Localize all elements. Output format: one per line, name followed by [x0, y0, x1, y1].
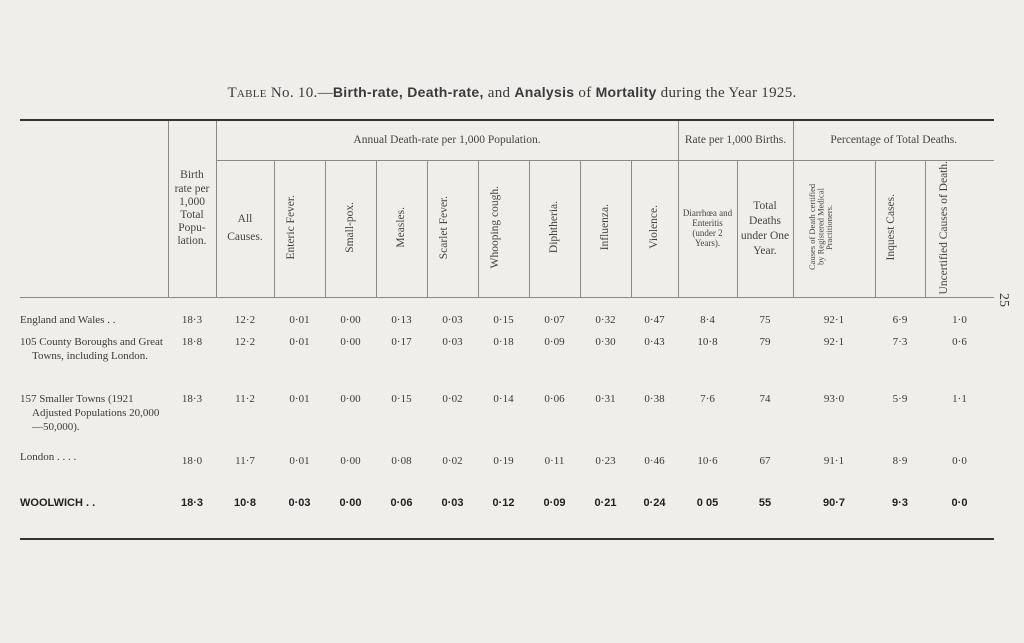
header-death-group: Annual Death-rate per 1,000 Population.	[216, 120, 678, 160]
cell: 92·1	[823, 336, 845, 349]
header-smallpox-label: Small-pox.	[343, 201, 356, 253]
cell: 12·2	[234, 336, 256, 349]
table-row	[20, 297, 994, 330]
header-diphtheria	[529, 160, 580, 297]
cell: 0·00	[340, 393, 361, 406]
cell: 11·2	[235, 393, 255, 406]
cell: 0·13	[391, 313, 412, 326]
header-pct-group: Percentage of Total Deaths.	[793, 120, 994, 160]
row-label: England and Wales . .	[20, 313, 116, 326]
title-number: No. 10.—	[270, 85, 333, 101]
cell: 8·4	[700, 313, 715, 326]
header-all-causes-label: All Causes.	[227, 213, 263, 243]
cell: 0·06	[544, 393, 565, 406]
cell: 0·0	[951, 497, 968, 510]
header-influenza-label: Influenza.	[598, 204, 611, 251]
header-inquest-label: Inquest Cases.	[885, 194, 897, 261]
title-and: and	[483, 85, 515, 101]
table-header	[20, 120, 994, 297]
cell: 0·00	[340, 455, 361, 468]
cell: 0·6	[952, 336, 967, 349]
row-label: 105 County Boroughs and Great Towns, including London.	[20, 336, 163, 363]
cell: 0·24	[643, 497, 666, 510]
header-births-group: Rate per 1,000 Births.	[678, 120, 793, 160]
cell: 0·17	[391, 336, 412, 349]
cell: 0·01	[289, 393, 310, 406]
cell: 0·23	[595, 455, 616, 468]
header-all-causes	[216, 160, 274, 297]
cell: 0·01	[289, 336, 310, 349]
cell: 90·7	[822, 497, 846, 510]
row-label: London . . . .	[20, 451, 77, 464]
cell: 18·3	[181, 313, 203, 326]
cell: 91·1	[823, 455, 845, 468]
title-bold-analysis: Analysis	[514, 84, 575, 100]
cell: 55	[758, 497, 772, 510]
header-birth-rate-label: Birth rate per 1,000 Total Popu-lation.	[174, 169, 210, 248]
title-bold-birth-death: Birth-rate, Death-rate,	[332, 84, 484, 100]
cell: 0·11	[544, 455, 565, 468]
header-scarlet	[427, 160, 478, 297]
table-row	[20, 451, 994, 493]
cell: 11·7	[235, 455, 255, 468]
title-prefix: Table	[227, 85, 267, 101]
page-number: 25	[996, 293, 1011, 307]
cell: 0·03	[442, 336, 463, 349]
cell: 0·00	[340, 313, 361, 326]
cell: 7·3	[892, 336, 908, 349]
header-diarrhoea-label: Diarrhœa and Enteritis (under 2 Years).	[682, 207, 733, 248]
cell: 0·43	[644, 336, 665, 349]
table-title	[0, 84, 1024, 102]
cell: 5·9	[892, 393, 908, 406]
cell: 0·47	[644, 313, 665, 326]
table-row	[20, 387, 994, 451]
cell: 0 05	[696, 497, 719, 510]
table-row	[20, 330, 994, 387]
row-label: WOOLWICH . .	[20, 497, 96, 510]
header-certified	[793, 160, 875, 297]
cell: 0·09	[544, 336, 565, 349]
header-certified-label: Causes of Death certified by Registered Medical Practitioners.	[807, 184, 834, 271]
cell: 1·1	[952, 393, 967, 406]
cell: 18·0	[181, 455, 203, 468]
cell: 0·18	[493, 336, 514, 349]
cell: 0·09	[543, 497, 566, 510]
cell: 18·8	[181, 336, 203, 349]
cell: 10·8	[233, 497, 257, 510]
cell: 1·0	[952, 313, 967, 326]
cell: 0·01	[289, 455, 310, 468]
header-place	[20, 120, 168, 297]
cell: 0·15	[391, 393, 412, 406]
header-birth-rate	[168, 120, 216, 297]
header-total-deaths-label: Total Deaths under One Year.	[740, 199, 790, 257]
cell: 0·06	[390, 497, 413, 510]
cell: 0·21	[594, 497, 617, 510]
cell: 10·8	[697, 336, 718, 349]
cell: 0·02	[442, 393, 463, 406]
table-row-woolwich	[20, 493, 994, 539]
cell: 7·6	[700, 393, 715, 406]
cell: 8·9	[892, 455, 908, 468]
header-whooping	[478, 160, 529, 297]
header-violence	[631, 160, 678, 297]
header-whooping-label: Whooping cough.	[488, 186, 501, 269]
cell: 0·00	[339, 497, 362, 510]
cell: 6·9	[892, 313, 908, 326]
cell: 0·08	[391, 455, 412, 468]
mortality-table	[20, 119, 994, 540]
cell: 0·19	[493, 455, 514, 468]
cell: 0·32	[595, 313, 616, 326]
header-inquest	[875, 160, 925, 297]
cell: 0·07	[544, 313, 565, 326]
row-label: 157 Smaller Towns (1921 Adjusted Populations 20,000 —50,000).	[20, 393, 160, 433]
cell: 92·1	[823, 313, 845, 326]
cell: 0·15	[493, 313, 514, 326]
cell: 75	[759, 313, 771, 326]
cell: 74	[759, 393, 771, 406]
header-influenza	[580, 160, 631, 297]
header-measles	[376, 160, 427, 297]
header-diphtheria-label: Diphtheria.	[547, 201, 560, 254]
header-enteric	[274, 160, 325, 297]
header-uncertified-label: Uncertified Causes of Death.	[937, 160, 950, 294]
header-diarrhoea	[678, 160, 737, 297]
header-violence-label: Violence.	[647, 205, 660, 250]
cell: 79	[759, 336, 771, 349]
cell: 0·03	[441, 497, 464, 510]
title-rest: during the Year 1925.	[656, 85, 797, 101]
cell: 93·0	[823, 393, 845, 406]
header-uncertified	[925, 160, 994, 297]
cell: 18·3	[181, 393, 203, 406]
title-of: of	[574, 85, 596, 101]
cell: 0·03	[442, 313, 463, 326]
cell: 0·30	[595, 336, 616, 349]
header-total-deaths	[737, 160, 793, 297]
header-enteric-label: Enteric Fever.	[284, 194, 297, 260]
cell: 0·02	[442, 455, 463, 468]
cell: 0·01	[289, 313, 310, 326]
cell: 67	[759, 455, 771, 468]
cell: 9·3	[892, 497, 908, 510]
cell: 0·12	[492, 497, 515, 510]
cell: 12·2	[234, 313, 256, 326]
header-measles-label: Measles.	[394, 206, 407, 248]
cell: 0·46	[644, 455, 665, 468]
cell: 0·00	[340, 336, 361, 349]
cell: 0·0	[952, 455, 967, 468]
cell: 0·31	[595, 393, 616, 406]
header-smallpox	[325, 160, 376, 297]
table-body	[20, 297, 994, 539]
title-bold-mortality: Mortality	[595, 84, 657, 100]
cell: 0·14	[493, 393, 514, 406]
cell: 18·3	[180, 497, 204, 510]
cell: 10·6	[697, 455, 718, 468]
header-scarlet-label: Scarlet Fever.	[437, 195, 450, 259]
cell: 0·38	[644, 393, 665, 406]
cell: 0·03	[288, 497, 311, 510]
